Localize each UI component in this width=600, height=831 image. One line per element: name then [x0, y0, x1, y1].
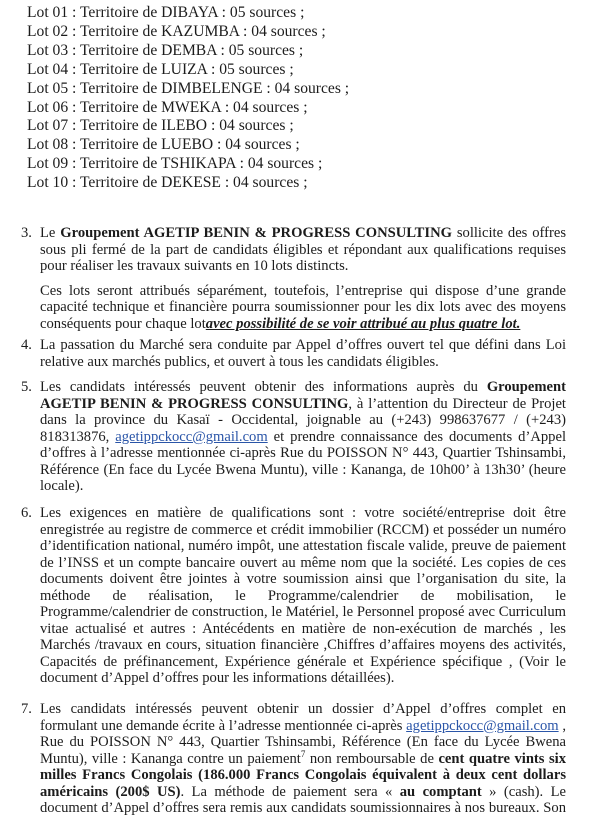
- lot-item: Lot 06 : Territoire de MWEKA : 04 sources ;: [27, 98, 308, 116]
- payment-method: au comptant: [399, 783, 482, 800]
- section-4-paragraph: La passation du Marché sera conduite par Appel d’offres ouvert tel que défini dans Loi relative aux marchés publics, et ouvert à tous les candidats éligibles.: [40, 337, 566, 370]
- section-5-paragraph: Les candidats intéressés peuvent obtenir des informations auprès du Groupement AGETIP BENIN & PROGRESS CONSULTING, à l’attention du Directeur de Projet dans la province du Kasaï - Occidental, joignable au (+243) 998637677 / (+243) 818313876, agetippckocc@gmail.com et prendre connaissance des documents d’Appel d’offres à l’adresse mentionnée ci-après Rue du POISSON N° 443, Quartier Tshinsambi, Référence (En face du Lycée Bwena Muntu), ville : Kananga, de 10h00’ à 13h30’ (heure locale).: [40, 379, 567, 494]
- lot-item: Lot 09 : Territoire de TSHIKAPA : 04 sources ;: [27, 155, 323, 173]
- section-3-paragraph-1: Le Groupement AGETIP BENIN & PROGRESS CONSULTING sollicite des offres sous pli fermé de la part de candidats éligibles et répondant aux qualifications requises pour réaliser les travaux suivants en 10 lots distincts.: [40, 225, 567, 274]
- lot-item: Lot 05 : Territoire de DIMBELENGE : 04 sources ;: [27, 79, 350, 97]
- section-7-paragraph: Les candidats intéressés peuvent obtenir un dossier d’Appel d’offres complet en formulant une demande écrite à l’adresse mentionnée ci-après agetippckocc@gmail.com , Rue du POISSON N° 443, Quartier Tshinsambi, Référence (En face du Lycée Bwena Muntu), ville : Kananga contre un paiement$^7$ non remboursable de cent quatre vints six milles Francs Congolais (186.000 Francs Congolais équivalent à deux cent dollars américains (200$ US). La méthode de paiement sera « au comptant » (cash). Le document d’Appel d’offres sera remis aux candidats soumissionnaires à nos bureaux. Son: [40, 701, 567, 816]
- section-3-paragraph-2: Ces lots seront attribués séparément, toutefois, l’entreprise qui dispose d’une grande capacité technique et financière pourra soumissionner pour les dix lots avec des moyens conséquents pour chaque lotavec possibilité de se voir attribué au plus quatre lot.: [40, 282, 566, 332]
- lot-item: Lot 08 : Territoire de LUEBO : 04 sources ;: [27, 136, 300, 154]
- organization-name: Groupement AGETIP BENIN & PROGRESS CONSULTING: [40, 379, 566, 412]
- section-4: [21, 337, 566, 370]
- section-5: [21, 379, 567, 495]
- email-link[interactable]: agetippckocc@gmail.com: [115, 428, 268, 445]
- section-number: 3.: [21, 225, 32, 241]
- payment-amount: cent quatre vints six milles Francs Congolais (186.000 Francs Congolais équivalent à deux cent dollars américains (200$ US): [40, 750, 567, 800]
- lot-item: Lot 10 : Territoire de DEKESE : 04 sources ;: [27, 174, 308, 192]
- section-number: 7.: [21, 701, 32, 717]
- section-6-paragraph: Les exigences en matière de qualifications sont : votre société/entreprise doit être enregistrée au registre de commerce et crédit immobilier (RCCM) et posséder un numéro d’identification national, numéro impôt, une attestation fiscale valide, preuve de paiement de l’INSS et un compte bancaire ouvert au même nom que la société. Les copies de ces documents doivent être jointes à votre soumission ainsi que l’organisation du site, la méthode de réalisation, le Programme/calendrier de mobilisation, le Programme/calendrier de construction, le Matériel, le Personnel proposé avec Curriculum vitae actualisé et autres : Antécédents en matière de non-exécution de marchés , les Marchés /travaux en cours, situation financière ,Chiffres d’affaires moyens des activités, Capacités de préfinancement, Expérience générale et Expérience spécifique , (Voir le document d’Appel d’offres pour les informations détaillées).: [40, 505, 566, 686]
- footnote-marker: 7: [300, 748, 306, 759]
- lot-item: Lot 07 : Territoire de ILEBO : 04 sources ;: [27, 117, 294, 135]
- section-number: 4.: [21, 337, 32, 353]
- section-number: 5.: [21, 379, 32, 395]
- section-7: [21, 701, 567, 817]
- section-6: [21, 505, 566, 687]
- lot-item: Lot 03 : Territoire de DEMBA : 05 sources ;: [27, 41, 304, 59]
- lot-item: Lot 01 : Territoire de DIBAYA : 05 sources ;: [27, 4, 305, 21]
- lots-list: [27, 4, 349, 193]
- emphasis-note: avec possibilité de se voir attribué au plus quatre lot.: [205, 315, 521, 332]
- section-3: [21, 225, 567, 332]
- section-number: 6.: [21, 505, 32, 521]
- lot-item: Lot 02 : Territoire de KAZUMBA : 04 sources ;: [27, 22, 326, 40]
- organization-name: Groupement AGETIP BENIN & PROGRESS CONSULTING: [60, 225, 452, 241]
- lot-item: Lot 04 : Territoire de LUIZA : 05 sources ;: [27, 60, 294, 78]
- email-link[interactable]: agetippckocc@gmail.com: [406, 717, 559, 734]
